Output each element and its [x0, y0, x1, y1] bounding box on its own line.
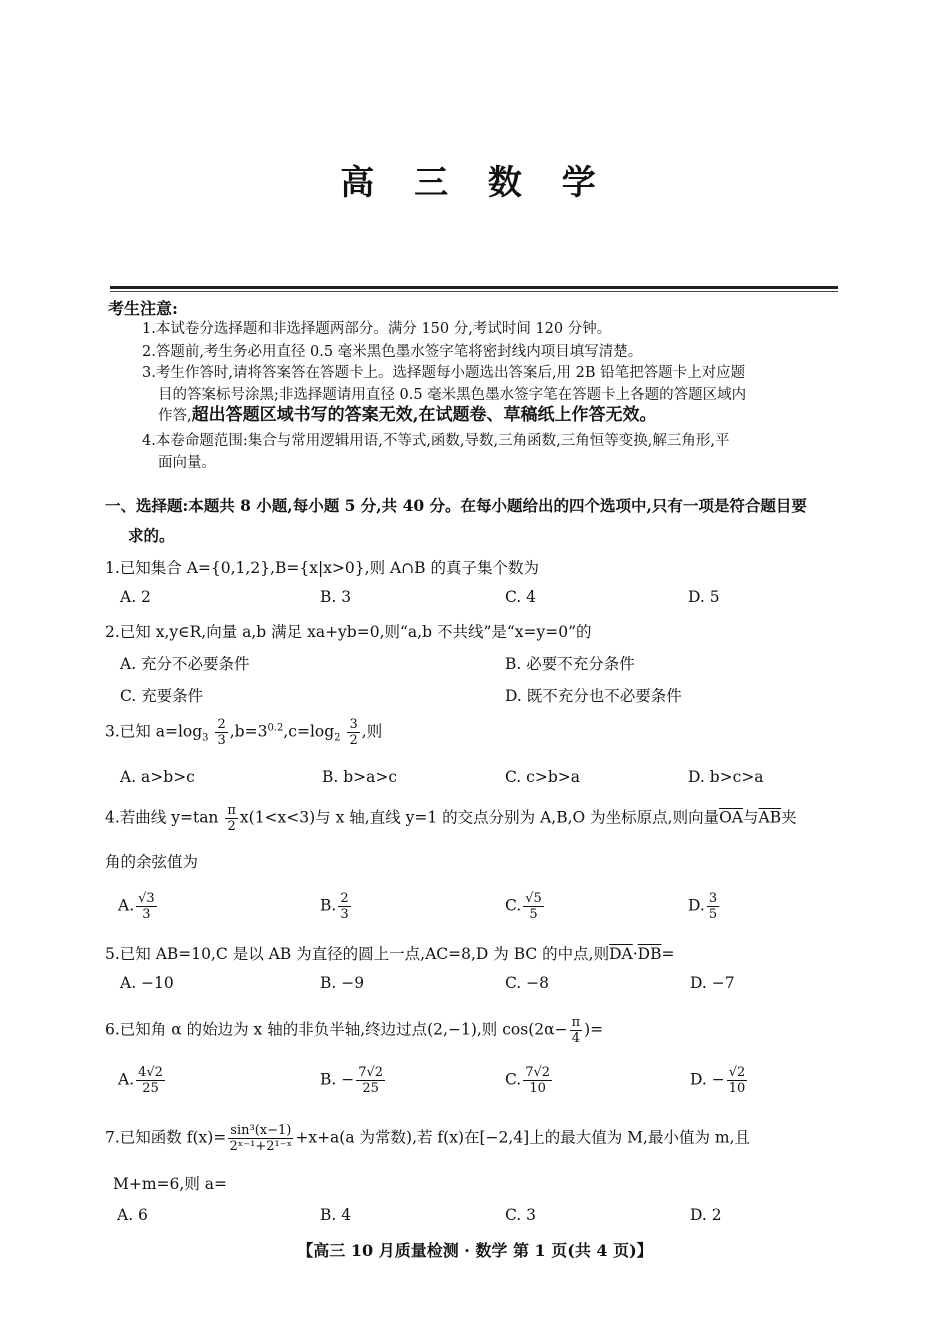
q6-opt-a-label: A.	[118, 1070, 135, 1089]
question-1-stem: 1.已知集合 A={0,1,2},B={x|x>0},则 A∩B 的真子集个数为	[105, 559, 539, 577]
notice-item-3-line-3	[158, 404, 848, 428]
question-7-stem	[105, 1124, 750, 1153]
question-6-option-b	[320, 1066, 387, 1095]
q5-vector-db: $\overline{DB}$	[637, 945, 662, 963]
q6-inner: (2α−	[528, 1020, 568, 1039]
q6-opt-d-label: D. −	[690, 1070, 725, 1089]
question-2-option-c: C. 充要条件	[120, 687, 204, 705]
q4-vector-ab: $\overline{AB}$	[758, 808, 782, 827]
q5-equals: =	[661, 945, 675, 963]
question-4-option-b	[320, 892, 353, 921]
q4-vector-oa: $\overline{OA}$	[719, 808, 743, 827]
q5-vector-da: $\overline{DA}$	[609, 945, 633, 963]
q4-opt-a-den: 3	[142, 907, 151, 922]
q4-text-b: x(1<x<3)与 x 轴,直线 y=1 的交点分别为 A,B,O 为坐标原点,则向量	[239, 808, 720, 827]
question-1-option-c: C. 4	[505, 588, 537, 606]
section-1-heading-line-2: 求的。	[128, 526, 175, 545]
q7-text-b: +x+a(a 为常数),若 f(x)在[−2,4]上的最大值为 M,最小值为 m,且	[295, 1128, 750, 1147]
question-2-option-d: D. 既不充分也不必要条件	[505, 687, 682, 705]
q4-opt-b-den: 3	[340, 907, 349, 922]
q6-opt-a-den: 25	[142, 1081, 159, 1096]
question-6-stem	[105, 1016, 603, 1045]
section-1-heading-line-1: 一、选择题:本题共 8 小题,每小题 5 分,共 40 分。在每小题给出的四个选项中,只有一项是符合题目要	[105, 496, 807, 515]
notice-item-4-line-2: 面向量。	[158, 455, 216, 471]
notice-item-3-prefix: 作答,	[158, 408, 192, 424]
question-6-option-c	[505, 1066, 554, 1095]
q4-opt-d-num: 3	[708, 891, 718, 906]
q5-text: 5.已知 AB=10,C 是以 AB 为直径的圆上一点,AC=8,D 为 BC 的中点,则	[105, 945, 610, 963]
q4-opt-b-num: 2	[340, 891, 349, 906]
q7-frac-num: sin³(x−1)	[230, 1123, 292, 1138]
q4-text-d: 夹	[781, 808, 797, 827]
q3-frac1-den: 3	[217, 733, 226, 748]
q4-opt-a-num: √3	[138, 891, 155, 906]
question-4-option-d	[688, 892, 721, 921]
question-5-stem	[105, 942, 674, 964]
q7-frac-den: 2ˣ⁻¹+2¹⁻ˣ	[229, 1139, 293, 1154]
notice-heading: 考生注意:	[108, 299, 178, 318]
question-3-option-a: A. a>b>c	[120, 768, 195, 786]
notice-item-3-emphasis: 超出答题区域书写的答案无效,在试题卷、草稿纸上作答无效。	[191, 405, 657, 425]
question-1-option-d: D. 5	[688, 588, 720, 606]
q4-opt-b-frac	[338, 892, 350, 921]
q3-exponent: 0.2	[267, 722, 284, 734]
q3-log-base-1: 3	[202, 732, 209, 744]
q6-opt-c-num: 7√2	[525, 1065, 551, 1080]
q6-frac-den: 4	[571, 1031, 580, 1046]
question-7-option-d: D. 2	[690, 1206, 722, 1224]
q3-frac1-num: 2	[217, 717, 226, 732]
q4-opt-d-label: D.	[688, 896, 705, 915]
question-4-stem-line-2: 角的余弦值为	[105, 853, 199, 871]
notice-item-4-line-1: 4.本卷命题范围:集合与常用逻辑用语,不等式,函数,导数,三角函数,三角恒等变换,解三角形,平	[142, 433, 730, 449]
question-6-option-a	[118, 1066, 167, 1095]
question-4-stem	[105, 804, 797, 833]
q6-opt-b-den: 25	[362, 1081, 379, 1096]
q3-log-base-2: 2	[334, 732, 341, 744]
q6-opt-d-den: 10	[728, 1081, 746, 1096]
question-2-option-a: A. 充分不必要条件	[120, 655, 250, 673]
q6-opt-b-label: B. −	[320, 1070, 355, 1089]
question-7-option-b: B. 4	[320, 1206, 352, 1224]
question-5-option-d: D. −7	[690, 974, 735, 992]
question-5-option-b: B. −9	[320, 974, 365, 992]
question-7-stem-line-2: M+m=6,则 a=	[113, 1175, 227, 1193]
q4-frac-den: 2	[227, 819, 236, 834]
q3-text-a: 3.已知 a=log	[105, 722, 203, 741]
q5-dot: ·	[632, 945, 638, 963]
q3-text-c: ,c=log	[283, 722, 335, 741]
q4-opt-c-frac	[523, 892, 544, 921]
question-3-option-b: B. b>a>c	[322, 768, 398, 786]
q6-close: )=	[584, 1020, 604, 1039]
notice-item-2: 2.答题前,考生务必用直径 0.5 毫米黑色墨水签字笔将密封线内项目填写清楚。	[142, 344, 643, 360]
q4-opt-a-label: A.	[118, 896, 135, 915]
q6-opt-a-frac	[136, 1066, 165, 1095]
question-2-stem: 2.已知 x,y∈R,向量 a,b 满足 xa+yb=0,则“a,b 不共线”是“x=y=0”的	[105, 623, 592, 641]
question-1-option-b: B. 3	[320, 588, 352, 606]
question-3-option-d: D. b>c>a	[688, 768, 764, 786]
q6-opt-c-label: C.	[505, 1070, 522, 1089]
question-4-option-c	[505, 892, 546, 921]
page-title: 高 三 数 学	[340, 163, 610, 203]
notice-item-3-line-2: 目的答案标号涂黑;非选择题请用直径 0.5 毫米黑色墨水签字笔在答题卡上各题的答题区域内	[158, 387, 747, 403]
question-3-stem	[105, 718, 382, 747]
q7-fraction	[228, 1124, 293, 1153]
q4-text-a: 4.若曲线 y=tan	[105, 808, 219, 827]
q3-text-b: ,b=3	[229, 722, 268, 741]
q3-frac2-num: 3	[349, 717, 358, 732]
question-5-option-c: C. −8	[505, 974, 550, 992]
question-6-option-d	[690, 1066, 749, 1095]
notice-item-3-line-1: 3.考生作答时,请将答案答在答题卡上。选择题每小题选出答案后,用 2B 铅笔把答题卡上对应题	[142, 365, 746, 381]
q6-text: 6.已知角 α 的始边为 x 轴的非负半轴,终边过点(2,−1),则 cos	[105, 1020, 529, 1039]
q3-text-d: ,则	[361, 722, 383, 741]
question-1-option-a: A. 2	[120, 588, 151, 606]
q4-frac-num: π	[227, 803, 236, 818]
q6-opt-c-den: 10	[529, 1081, 546, 1096]
q4-opt-c-num: √5	[525, 891, 542, 906]
q3-frac2-den: 2	[349, 733, 358, 748]
q6-fraction	[570, 1016, 583, 1045]
q4-text-c: 与	[743, 808, 759, 827]
q3-fraction-1	[215, 718, 227, 747]
q4-fraction	[225, 804, 238, 833]
q4-opt-c-label: C.	[505, 896, 522, 915]
top-rule-thin	[110, 291, 838, 292]
q6-opt-d-frac	[727, 1066, 748, 1095]
q3-fraction-2	[347, 718, 359, 747]
notice-item-1: 1.本试卷分选择题和非选择题两部分。满分 150 分,考试时间 120 分钟。	[142, 321, 612, 337]
q6-frac-num: π	[571, 1015, 581, 1030]
question-2-option-b: B. 必要不充分条件	[505, 655, 635, 673]
q4-opt-a-frac	[136, 892, 157, 921]
q6-opt-c-frac	[523, 1066, 552, 1095]
q6-opt-a-num: 4√2	[138, 1065, 163, 1080]
q7-text-a: 7.已知函数 f(x)=	[105, 1128, 227, 1147]
top-rule	[110, 286, 838, 289]
question-3-option-c: C. c>b>a	[505, 768, 580, 786]
question-7-option-a: A. 6	[117, 1206, 148, 1224]
q4-opt-d-frac	[707, 892, 719, 921]
page-footer: 【高三 10 月质量检测 · 数学 第 1 页(共 4 页)】	[297, 1241, 653, 1260]
q6-opt-d-num: √2	[728, 1065, 746, 1080]
q4-opt-b-label: B.	[320, 896, 337, 915]
q4-opt-d-den: 5	[708, 907, 718, 922]
question-4-option-a	[118, 892, 159, 921]
question-5-option-a: A. −10	[120, 974, 174, 992]
q6-opt-b-num: 7√2	[358, 1065, 384, 1080]
q4-opt-c-den: 5	[529, 907, 538, 922]
question-7-option-c: C. 3	[505, 1206, 537, 1224]
q6-opt-b-frac	[356, 1066, 385, 1095]
